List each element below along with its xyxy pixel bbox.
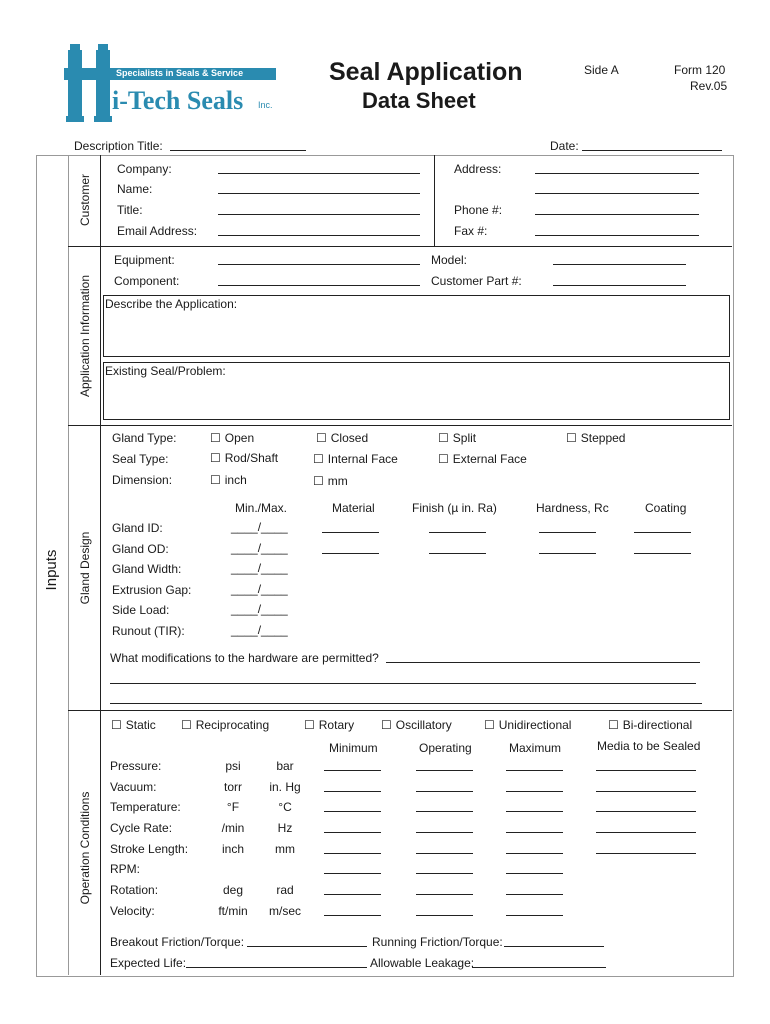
media-field[interactable] [596,791,696,792]
unit-2: mm [275,842,295,856]
dimension-inch-checkbox[interactable]: ☐ inch [210,473,247,487]
unit-1: /min [221,821,245,835]
gland-row-label: Extrusion Gap: [112,583,192,597]
model-field[interactable] [553,264,686,265]
motion-unidirectional-checkbox[interactable]: ☐ Unidirectional [484,718,571,732]
fax-label: Fax #: [454,224,488,238]
equipment-label: Equipment: [114,253,175,267]
col-minimum-header: Minimum [329,741,378,755]
form-number: Form 120 [674,63,726,77]
operating-field[interactable] [416,915,473,916]
gland-stepped-checkbox[interactable]: ☐ Stepped [566,431,625,445]
logo-brand: i-Tech Seals [112,86,244,115]
unit-2: rad [276,883,294,897]
minimum-field[interactable] [324,873,381,874]
minimum-field[interactable] [324,811,381,812]
operation-row-label: RPM: [110,862,140,876]
running-friction-label: Running Friction/Torque: [372,935,503,949]
customer-part-label: Customer Part #: [431,274,522,288]
gland-open-checkbox[interactable]: ☐ Open [210,431,254,445]
minmax-field[interactable]: ____/____ [231,623,288,637]
minimum-field[interactable] [324,832,381,833]
address-field-2[interactable] [535,193,699,194]
media-field[interactable] [596,811,696,812]
expected-life-field[interactable] [186,967,367,968]
breakout-friction-label: Breakout Friction/Torque: [110,935,245,949]
material-field[interactable] [322,532,379,533]
minimum-field[interactable] [324,770,381,771]
description-title-label: Description Title: [74,139,163,153]
unit-2: bar [276,759,294,773]
unit-1: deg [222,883,244,897]
minimum-field[interactable] [324,791,381,792]
phone-field[interactable] [535,214,699,215]
media-field[interactable] [596,770,696,771]
modifications-label: What modifications to the hardware are permitted? [110,651,379,665]
customer-part-field[interactable] [553,285,686,286]
col-minmax-header: Min./Max. [235,501,288,515]
unit-1: inch [221,842,244,856]
gland-section-bottom [68,710,732,711]
operating-field[interactable] [416,832,473,833]
maximum-field[interactable] [506,873,563,874]
col-coating-header: Coating [645,501,687,515]
gland-section-label: Gland Design [78,531,92,605]
minmax-field[interactable]: ____/____ [231,520,288,534]
coating-field[interactable] [634,532,691,533]
material-field[interactable] [322,553,379,554]
motion-oscillatory-checkbox[interactable]: ☐ Oscillatory [381,718,452,732]
company-label: Company: [117,162,172,176]
gland-row-label: Gland Width: [112,562,182,576]
operating-field[interactable] [416,811,473,812]
date-label: Date: [550,139,579,153]
name-field[interactable] [218,193,420,194]
description-title-field[interactable] [170,150,306,151]
customer-section-label: Customer [78,174,92,227]
fax-field[interactable] [535,235,699,236]
unit-1: ft/min [218,904,248,918]
modifications-field-1[interactable] [386,662,700,663]
page-title-line2: Data Sheet [362,88,476,113]
motion-reciprocating-checkbox[interactable]: ☐ Reciprocating [181,718,269,732]
operating-field[interactable] [416,853,473,854]
component-label: Component: [114,274,180,288]
minmax-field[interactable]: ____/____ [231,541,288,555]
email-label: Email Address: [117,224,198,238]
maximum-field[interactable] [506,811,563,812]
operation-row-label: Rotation: [110,883,159,897]
operating-field[interactable] [416,791,473,792]
unit-2: Hz [277,821,293,835]
minmax-field[interactable]: ____/____ [231,602,288,616]
revision: Rev.05 [690,79,728,93]
coating-field[interactable] [634,553,691,554]
operation-row-label: Pressure: [110,759,162,773]
allowable-leakage-label: Allowable Leakage: [370,956,475,970]
application-section-bottom [68,425,732,426]
address-label: Address: [454,162,502,176]
seal-internal-face-checkbox[interactable]: ☐ Internal Face [313,452,398,466]
motion-bidirectional-checkbox[interactable]: ☐ Bi-directional [608,718,692,732]
maximum-field[interactable] [506,791,563,792]
existing-seal-label: Existing Seal/Problem: [105,364,226,378]
finish-field[interactable] [429,532,486,533]
maximum-field[interactable] [506,770,563,771]
unit-2: in. Hg [269,780,301,794]
motion-static-checkbox[interactable]: ☐ Static [111,718,156,732]
dimension-label: Dimension: [112,473,173,487]
maximum-field[interactable] [506,915,563,916]
component-field[interactable] [218,285,420,286]
gland-row-label: Side Load: [112,603,170,617]
dimension-mm-checkbox[interactable]: ☐ mm [313,474,348,488]
expected-life-label: Expected Life: [110,956,187,970]
equipment-field[interactable] [218,264,420,265]
finish-field[interactable] [429,553,486,554]
gland-row-label: Gland ID: [112,521,163,535]
breakout-friction-field[interactable] [247,946,367,947]
col-material-header: Material [332,501,375,515]
minimum-field[interactable] [324,894,381,895]
inputs-divider [68,155,69,975]
name-label: Name: [117,182,153,196]
customer-column-divider [434,155,435,246]
company-field[interactable] [218,173,420,174]
address-field-1[interactable] [535,173,699,174]
gland-split-checkbox[interactable]: ☐ Split [438,431,476,445]
operating-field[interactable] [416,770,473,771]
operation-section-label: Operation Conditions [78,791,92,905]
media-field[interactable] [596,832,696,833]
phone-label: Phone #: [454,203,503,217]
allowable-leakage-field[interactable] [472,967,606,968]
unit-1: °F [226,800,240,814]
operation-row-label: Cycle Rate: [110,821,173,835]
seal-rod-shaft-checkbox[interactable]: ☐ Rod/Shaft [210,451,278,465]
minmax-field[interactable]: ____/____ [231,561,288,575]
maximum-field[interactable] [506,853,563,854]
logo-tagline: Specialists in Seals & Service [116,68,244,78]
seal-external-face-checkbox[interactable]: ☐ External Face [438,452,527,466]
model-label: Model: [431,253,468,267]
date-field[interactable] [582,150,722,151]
modifications-field-2[interactable] [110,683,696,684]
col-operating-header: Operating [419,741,472,755]
operation-row-label: Velocity: [110,904,155,918]
operating-field[interactable] [416,894,473,895]
col-media-header: Media to be Sealed [597,739,701,753]
operating-field[interactable] [416,873,473,874]
inputs-label: Inputs [43,549,60,591]
unit-1: psi [225,759,241,773]
unit-2: m/sec [268,904,301,918]
title-label: Title: [117,203,143,217]
col-maximum-header: Maximum [509,741,562,755]
col-finish-header: Finish (µ in. Ra) [412,501,497,515]
side-label: Side A [584,63,619,77]
minimum-field[interactable] [324,853,381,854]
unit-1: torr [224,780,242,794]
gland-type-label: Gland Type: [112,431,177,445]
seal-type-label: Seal Type: [112,452,169,466]
operation-row-label: Temperature: [110,800,181,814]
operation-row-label: Stroke Length: [110,842,189,856]
page-title-line1: Seal Application [329,58,523,86]
running-friction-field[interactable] [504,946,604,947]
hardness-field[interactable] [539,532,596,533]
title-field[interactable] [218,214,420,215]
modifications-field-3[interactable] [110,703,702,704]
customer-section-bottom [68,246,732,247]
application-section-label: Application Information [78,274,92,398]
media-field[interactable] [596,853,696,854]
gland-row-label: Runout (TIR): [112,624,185,638]
unit-2: °C [278,800,292,814]
section-label-divider [100,155,101,975]
maximum-field[interactable] [506,894,563,895]
email-field[interactable] [218,235,420,236]
gland-row-label: Gland OD: [112,542,169,556]
gland-closed-checkbox[interactable]: ☐ Closed [316,431,368,445]
col-hardness-header: Hardness, Rc [536,501,609,515]
hardness-field[interactable] [539,553,596,554]
maximum-field[interactable] [506,832,563,833]
minmax-field[interactable]: ____/____ [231,582,288,596]
describe-application-label: Describe the Application: [105,297,238,311]
motion-rotary-checkbox[interactable]: ☐ Rotary [304,718,354,732]
minimum-field[interactable] [324,915,381,916]
operation-row-label: Vacuum: [110,780,157,794]
logo-inc: Inc. [258,100,273,110]
